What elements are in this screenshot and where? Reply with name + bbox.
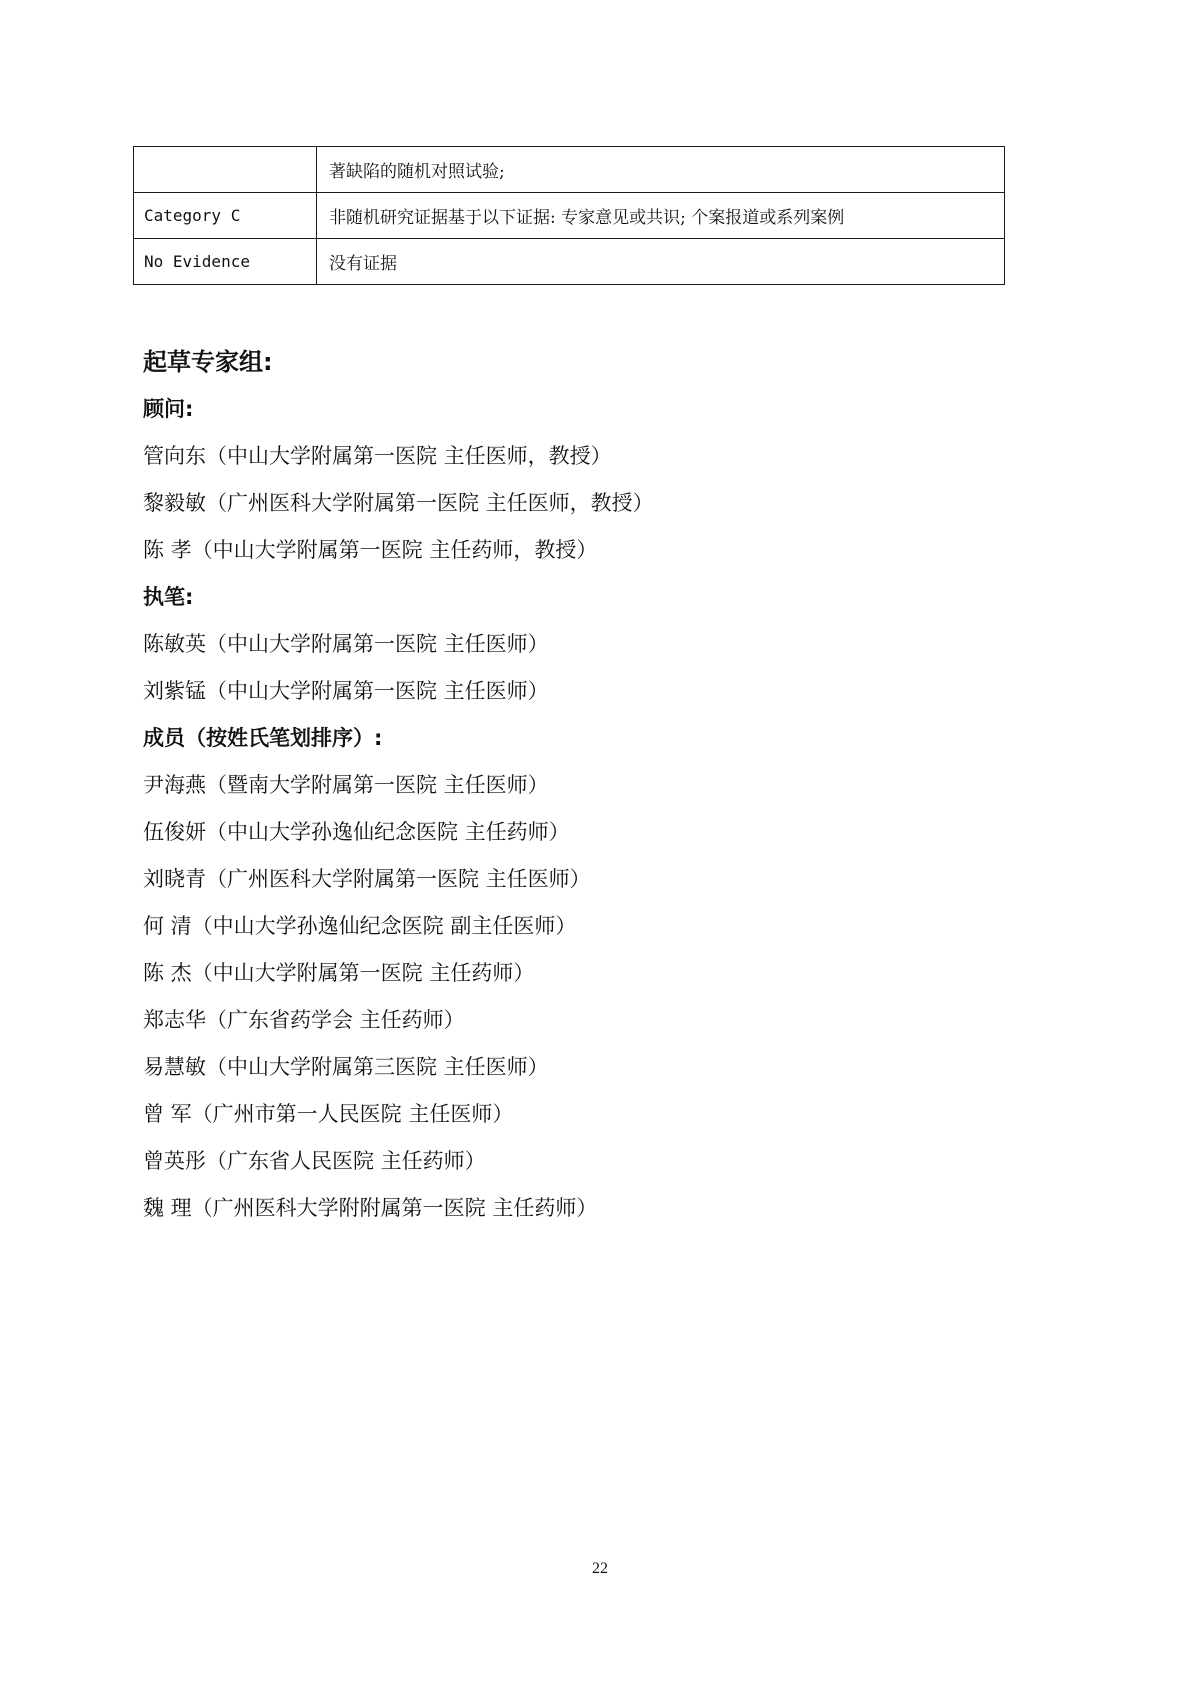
member-line: 管向东（中山大学附属第一医院 主任医师，教授） xyxy=(143,444,612,468)
evidence-level-cell: Category C xyxy=(134,193,317,239)
member-line: 曾英彤（广东省人民医院 主任药师） xyxy=(143,1149,486,1173)
group-heading: 顾问: xyxy=(143,397,194,421)
member-line: 黎毅敏（广州医科大学附属第一医院 主任医师，教授） xyxy=(143,491,654,515)
member-line: 陈 杰（中山大学附属第一医院 主任药师） xyxy=(143,961,535,985)
member-line: 魏 理（广州医科大学附附属第一医院 主任药师） xyxy=(143,1196,598,1220)
member-line: 易慧敏（中山大学附属第三医院 主任医师） xyxy=(143,1055,549,1079)
member-line: 曾 军（广州市第一人民医院 主任医师） xyxy=(143,1102,514,1126)
page-number: 22 xyxy=(592,1560,608,1577)
evidence-level-table xyxy=(133,146,1005,285)
evidence-level-cell xyxy=(134,147,317,193)
table-row xyxy=(134,239,1005,285)
group-heading: 成员（按姓氏笔划排序）: xyxy=(143,726,383,750)
evidence-table-body xyxy=(134,147,1005,285)
drafting-group-title: 起草专家组: xyxy=(143,348,273,376)
table-row xyxy=(134,193,1005,239)
member-line: 郑志华（广东省药学会 主任药师） xyxy=(143,1008,465,1032)
member-line: 陈 孝（中山大学附属第一医院 主任药师，教授） xyxy=(143,538,598,562)
member-line: 伍俊妍（中山大学孙逸仙纪念医院 主任药师） xyxy=(143,820,570,844)
evidence-description-cell: 没有证据 xyxy=(317,239,1005,285)
member-line: 刘晓青（广州医科大学附属第一医院 主任医师） xyxy=(143,867,591,891)
evidence-description-cell: 非随机研究证据基于以下证据: 专家意见或共识; 个案报道或系列案例 xyxy=(317,193,1005,239)
drafting-group-list xyxy=(143,394,654,1240)
member-line: 陈敏英（中山大学附属第一医院 主任医师） xyxy=(143,632,549,656)
member-line: 何 清（中山大学孙逸仙纪念医院 副主任医师） xyxy=(143,914,577,938)
member-line: 尹海燕（暨南大学附属第一医院 主任医师） xyxy=(143,773,549,797)
group-heading: 执笔: xyxy=(143,585,194,609)
evidence-description-cell: 著缺陷的随机对照试验; xyxy=(317,147,1005,193)
evidence-level-cell: No Evidence xyxy=(134,239,317,285)
table-row xyxy=(134,147,1005,193)
member-line: 刘紫锰（中山大学附属第一医院 主任医师） xyxy=(143,679,549,703)
